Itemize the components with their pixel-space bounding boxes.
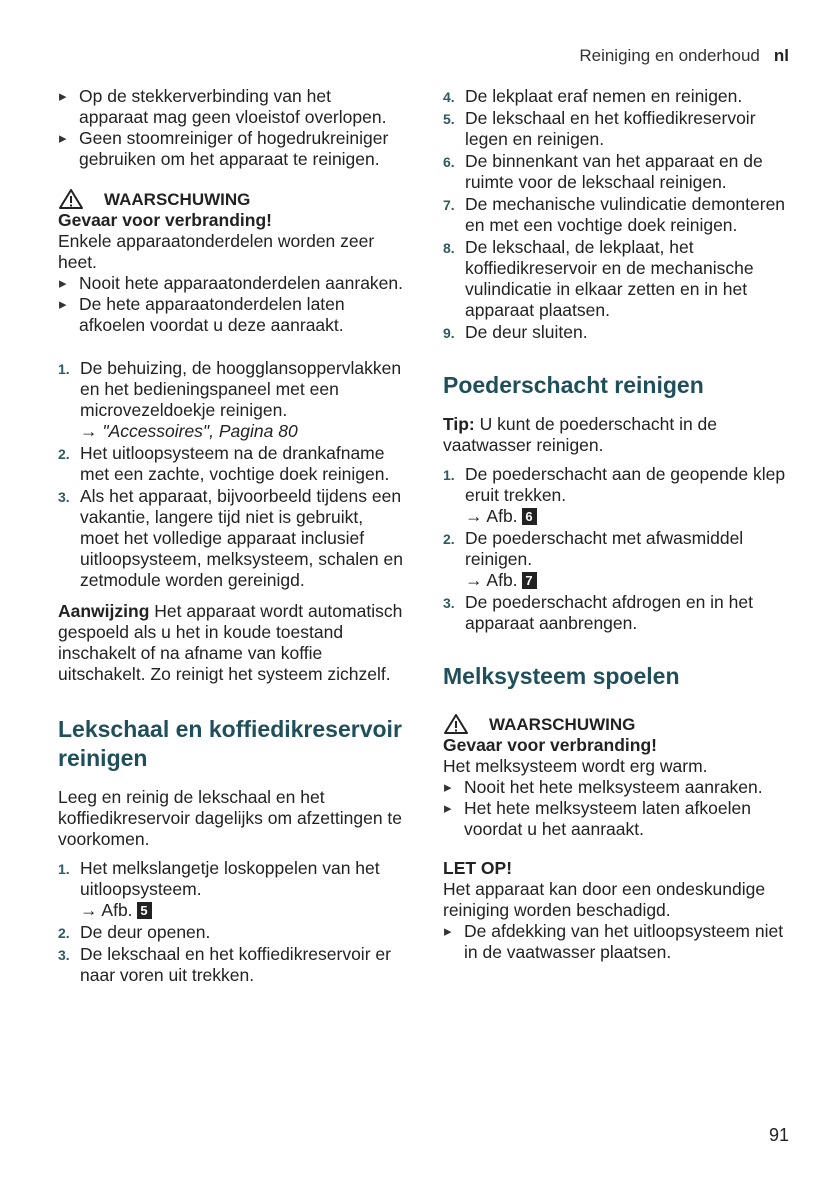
warning-triangle-icon: [58, 188, 84, 210]
bullet-item: ▸ Op de stekkerverbinding van het apparaat mag geen vloeistof overlopen.: [58, 86, 403, 128]
bullet-item: ▸ Nooit het hete melksysteem aanraken.: [443, 777, 795, 798]
bullet-item: ▸ De hete apparaatonderdelen laten afkoelen voordat u deze aanraakt.: [58, 294, 403, 336]
bullet-item: ▸ Nooit hete apparaatonderdelen aanraken.: [58, 273, 403, 294]
arrow-icon: →: [80, 421, 98, 441]
step-number: 3.: [58, 489, 70, 505]
note-text: Het apparaat wordt automatisch gespoeld als u het in koude toestand inschakelt of na afname van koffie uitschakelt. Zo reinigt het systeem zichzelf.: [58, 601, 403, 684]
step-item: [443, 108, 795, 150]
tip-paragraph: [443, 414, 795, 456]
step-text: De lekschaal, de lekplaat, het koffiedikreservoir en de mechanische vulindicatie in elkaar zetten en in het apparaat plaatsen.: [465, 237, 754, 320]
step-text: De poederschacht aan de geopende klep eruit trekken.: [465, 464, 786, 505]
step-number: 4.: [443, 89, 455, 105]
step-item: [58, 922, 403, 943]
step-number: 8.: [443, 240, 455, 256]
section-heading: Melksysteem spoelen: [443, 663, 680, 689]
step-number: 6.: [443, 154, 455, 170]
step-item: [443, 592, 795, 634]
step-item: [443, 194, 795, 236]
step-number: 3.: [443, 595, 455, 611]
header-section-title: Reiniging en onderhoud: [579, 46, 760, 65]
step-text: De mechanische vulindicatie demonteren en met een vochtige doek reinigen.: [465, 194, 786, 235]
figure-reference[interactable]: Afb.: [486, 570, 518, 590]
figure-reference[interactable]: Afb.: [101, 900, 133, 920]
step-number: 9.: [443, 325, 455, 341]
step-text: De lekschaal en het koffiedikreservoir legen en reinigen.: [465, 108, 756, 149]
left-column: [58, 86, 403, 987]
step-text: De poederschacht met afwasmiddel reinigen.: [465, 528, 744, 569]
arrow-icon: →: [80, 900, 98, 920]
caution-text: Het apparaat kan door een ondeskundige reiniging worden beschadigd.: [443, 879, 766, 920]
step-text: De deur sluiten.: [465, 322, 588, 342]
step-text: Het melkslangetje loskoppelen van het uitloopsysteem.: [80, 858, 380, 899]
step-item: [58, 858, 403, 921]
step-item: [443, 464, 795, 527]
step-text: De lekschaal en het koffiedikreservoir er naar voren uit trekken.: [80, 944, 391, 985]
caution-title: LET OP!: [443, 858, 513, 878]
step-item: [443, 86, 795, 107]
tip-label: Tip:: [443, 414, 475, 434]
arrow-icon: →: [465, 570, 483, 590]
note-label: Aanwijzing: [58, 601, 150, 621]
step-number: 1.: [443, 467, 455, 483]
warning-heading: [58, 188, 403, 210]
arrow-icon: →: [465, 506, 483, 526]
cross-reference-link[interactable]: "Accessoires", Pagina 80: [102, 421, 298, 441]
step-number: 2.: [58, 925, 70, 941]
step-text: De lekplaat eraf nemen en reinigen.: [465, 86, 743, 106]
step-text: Het uitloopsysteem na de drankafname met een zachte, vochtige doek reinigen.: [80, 443, 390, 484]
step-item: [58, 358, 403, 442]
warning-title: WAARSCHUWING: [104, 189, 251, 209]
figure-number-badge: 6: [522, 508, 537, 525]
step-item: [443, 237, 795, 321]
step-number: 7.: [443, 197, 455, 213]
warning-heading: [443, 713, 795, 735]
step-text: De poederschacht afdrogen en in het apparaat aanbrengen.: [465, 592, 753, 633]
step-number: 1.: [58, 361, 70, 377]
bullet-item: ▸ Het hete melksysteem laten afkoelen voordat u het aanraakt.: [443, 798, 795, 840]
step-number: 1.: [58, 861, 70, 877]
step-text: De deur openen.: [80, 922, 211, 942]
step-item: [58, 486, 403, 591]
tip-text: U kunt de poederschacht in de vaatwasser reinigen.: [443, 414, 718, 455]
step-text: Als het apparaat, bijvoorbeeld tijdens een vakantie, langere tijd niet is gebruikt, moet het volledige apparaat inclusief uitloopsysteem, melksysteem, schalen en zetmodule worden gereinigd.: [80, 486, 403, 590]
warning-subtitle: Gevaar voor verbranding!: [443, 735, 657, 755]
step-item: [443, 322, 795, 343]
step-number: 2.: [58, 446, 70, 462]
warning-subtitle: Gevaar voor verbranding!: [58, 210, 272, 230]
step-item: [58, 443, 403, 485]
section-heading: Lekschaal en koffiedikreservoir reinigen: [58, 716, 402, 771]
header-language: nl: [773, 46, 789, 65]
running-header: [579, 45, 789, 66]
step-number: 5.: [443, 111, 455, 127]
figure-reference[interactable]: Afb.: [486, 506, 518, 526]
right-column: [443, 86, 795, 963]
step-item: [443, 528, 795, 591]
bullet-item: ▸ De afdekking van het uitloopsysteem niet in de vaatwasser plaatsen.: [443, 921, 795, 963]
note-paragraph: [58, 601, 403, 685]
figure-number-badge: 7: [522, 572, 537, 589]
warning-triangle-icon: [443, 713, 469, 735]
bullet-item: ▸ Geen stoomreiniger of hogedrukreiniger gebruiken om het apparaat te reinigen.: [58, 128, 403, 170]
section-intro: Leeg en reinig de lekschaal en het koffiedikreservoir dagelijks om afzettingen te voorkomen.: [58, 787, 403, 849]
section-heading: Poederschacht reinigen: [443, 372, 704, 398]
warning-text: Enkele apparaatonderdelen worden zeer heet.: [58, 231, 375, 272]
step-item: [443, 151, 795, 193]
figure-number-badge: 5: [137, 902, 152, 919]
step-number: 3.: [58, 947, 70, 963]
step-text: De binnenkant van het apparaat en de ruimte voor de lekschaal reinigen.: [465, 151, 763, 192]
step-item: [58, 944, 403, 986]
step-number: 2.: [443, 531, 455, 547]
page-number: 91: [768, 1125, 789, 1145]
warning-text: Het melksysteem wordt erg warm.: [443, 756, 708, 776]
warning-title: WAARSCHUWING: [489, 714, 636, 734]
step-text: De behuizing, de hoogglansoppervlakken en het bedieningspaneel met een microvezeldoekje reinigen.: [80, 358, 402, 420]
